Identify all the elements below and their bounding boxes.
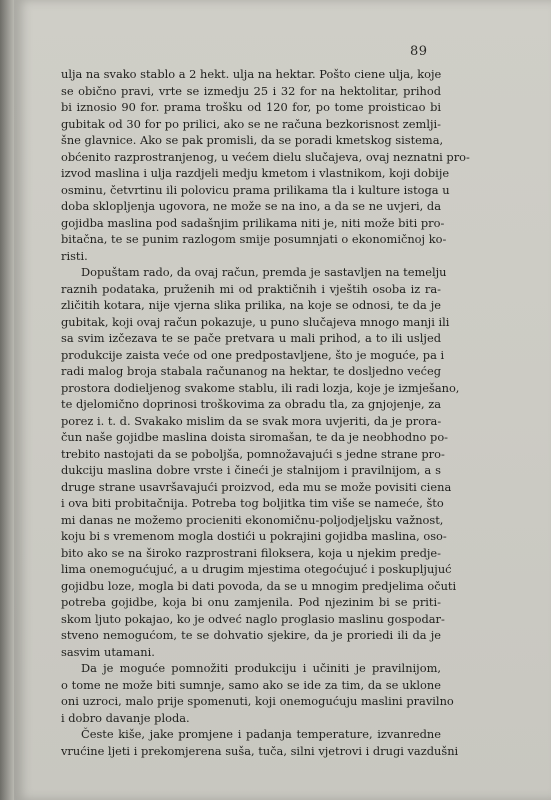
text-line: sa svim izčezava te se pače pretvara u mali prihod, a to ili usljed [61, 331, 441, 345]
text-line: sasvim utamani. [61, 644, 155, 659]
text-line: oni uzroci, malo prije spomenuti, koji onemogućuju maslini pravilno [61, 694, 454, 708]
text-line: raznih podataka, pruženih mi od praktičnih i vještih osoba iz ra- [61, 281, 441, 296]
text-line: ulja na svako stablo a 2 hekt. ulja na hektar. Pošto ciene ulja, koje [61, 67, 442, 81]
text-line: lima onemogućujuć, a u drugim mjestima otegoćujuć i poskupljujuć [61, 562, 452, 576]
paragraph-4 [61, 726, 459, 759]
text-line: druge strane usavršavajući proizvod, eda mu se može povisiti ciena [61, 479, 452, 494]
text-line: se obično pravi, vrte se izmedju 25 i 32 for na hektolitar, prihod [61, 83, 441, 98]
text-line: doba sklopljenja ugovora, ne može se na ino, a da se ne uvjeri, da [61, 199, 441, 213]
text-line: Da je moguće pomnožiti produkciju i učiniti je pravilnijom, [81, 661, 441, 675]
text-line: stveno nemogućom, te se dohvatio sjekire, da je proriedi ili da je [61, 628, 441, 642]
text-line: bitačna, te se punim razlogom smije posumnjati o ekonomičnoj ko- [61, 232, 447, 246]
text-line: bi iznosio 90 for. prama trošku od 120 for, po tome proisticao bi [61, 100, 441, 114]
text-line: koju bi s vremenom mogla dostići u pokrajini gojidba maslina, oso- [61, 529, 447, 543]
text-line: čun naše gojidbe maslina doista siromašan, te da je neobhodno po- [61, 430, 449, 444]
text-line: gojidbu loze, mogla bi dati povoda, da se u mnogim predjelima očuti [61, 578, 457, 593]
text-line: gubitak, koji ovaj račun pokazuje, u puno slučajeva mnogo manji ili [61, 314, 450, 329]
text-line: porez i. t. d. Svakako mislim da se svak mora uvjeriti, da je prora- [61, 413, 442, 428]
text-line: skom ljuto pokajao, ko je odveć naglo proglasio maslinu gospodar- [61, 611, 445, 626]
paragraph-1 [61, 66, 470, 264]
text-line: Česte kiše, jake promjene i padanja temperature, izvanredne [81, 727, 441, 741]
text-line: osminu, četvrtinu ili polovicu prama prilikama tla i kulture istoga u [61, 182, 450, 197]
page-number: 89 [410, 44, 428, 59]
text-line: bito ako se na široko razprostrani filoksera, koja u njekim predje- [61, 545, 441, 560]
book-page [14, 0, 551, 800]
text-line: obćenito razprostranjenog, u većem dielu slučajeva, ovaj neznatni pro- [61, 149, 470, 164]
text-line: prostora dodieljenog svakome stablu, ili radi lozja, koje je izmješano, [61, 380, 460, 395]
text-line: zličitih kotara, nije vjerna slika prilika, na koje se odnosi, te da je [61, 298, 441, 312]
text-line: trebito nastojati da se poboljša, pomnožavajući s jedne strane pro- [61, 446, 445, 461]
text-line: te djelomično doprinosi troškovima za obradu tla, za gnjojenje, za [61, 397, 441, 411]
text-line: risti. [61, 248, 88, 263]
text-line: i dobro davanje ploda. [61, 710, 190, 725]
text-line: i ova biti probitačnija. Potreba tog boljitka tim više se nameće, što [61, 496, 444, 510]
text-line: šne glavnice. Ako se pak promisli, da se poradi kmetskog sistema, [61, 133, 444, 147]
text-line: mi danas ne možemo procieniti ekonomičnu-poljodjeljsku važnost, [61, 512, 444, 527]
text-line: dukciju maslina dobre vrste i čineći je stalnijom i pravilnijom, a s [61, 463, 441, 477]
text-line: vrućine ljeti i prekomjerena suša, tuča, silni vjetrovi i drugi vazdušni [61, 743, 459, 758]
body-text [61, 66, 470, 759]
text-line: produkcije zaista veće od one predpostavljene, što je moguće, pa i [61, 347, 445, 362]
paragraph-2 [61, 264, 460, 660]
text-line: gubitak od 30 for po prilici, ako se ne računa bezkorisnost zemlji- [61, 116, 441, 131]
text-line: radi malog broja stabala računanog na hektar, te dosljedno većeg [61, 364, 441, 378]
text-line: izvod maslina i ulja razdjeli medju kmetom i vlastnikom, koji dobije [61, 166, 450, 180]
text-line: gojidba maslina pod sadašnjim prilikama niti je, niti može biti pro- [61, 215, 445, 230]
text-line: Dopuštam rado, da ovaj račun, premda je sastavljen na temelju [81, 265, 447, 279]
text-line: potreba gojidbe, koja bi onu zamjenila. Pod njezinim bi se priti- [61, 595, 441, 609]
paragraph-3 [61, 660, 454, 726]
text-line: o tome ne može biti sumnje, samo ako se ide za tim, da se uklone [61, 677, 441, 692]
